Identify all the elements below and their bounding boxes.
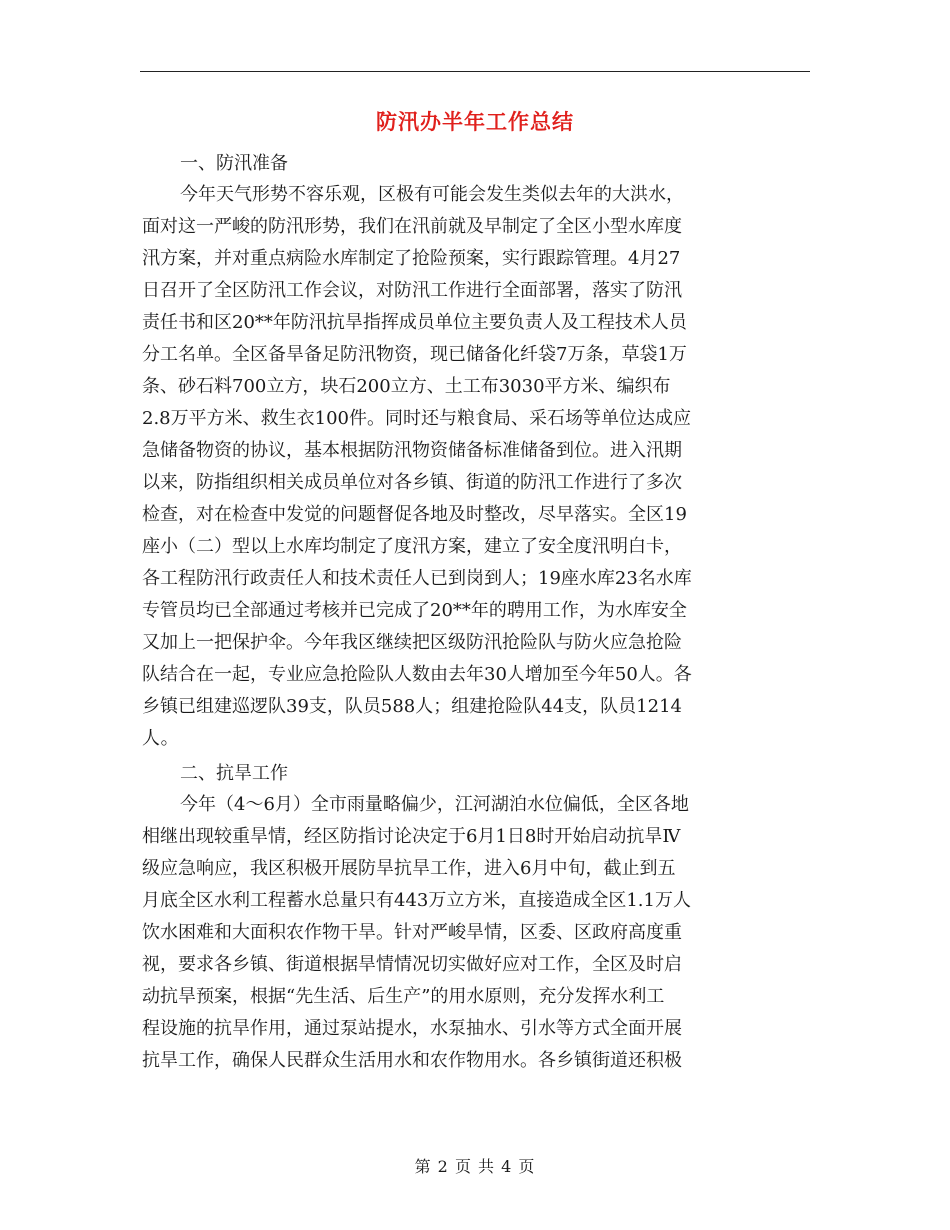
paragraph-line: 以来，防指组织相关成员单位对各乡镇、街道的防汛工作进行了多次	[142, 472, 682, 493]
paragraph-line: 座小（二）型以上水库均制定了度汛方案，建立了安全度汛明白卡，	[142, 536, 682, 557]
paragraph-line: 专管员均已全部通过考核并已完成了20**年的聘用工作，为水库安全	[142, 600, 687, 621]
paragraph-line: 月底全区水利工程蓄水总量只有443万立方米，直接造成全区1.1万人	[142, 890, 691, 911]
paragraph-line: 乡镇已组建巡逻队39支，队员588人；组建抢险队44支，队员1214	[142, 696, 682, 717]
paragraph-line: 责任书和区20**年防汛抗旱指挥成员单位主要负责人及工程技术人员	[142, 312, 687, 333]
section-heading: 一、防汛准备	[180, 153, 288, 174]
paragraph-line: 今年（4～6月）全市雨量略偏少，江河湖泊水位偏低，全区各地	[180, 794, 689, 815]
paragraph-line: 相继出现较重旱情，经区防指讨论决定于6月1日8时开始启动抗旱Ⅳ	[142, 826, 681, 847]
paragraph-line: 面对这一严峻的防汛形势，我们在汛前就及早制定了全区小型水库度	[142, 216, 682, 237]
paragraph-line: 条、砂石料700立方，块石200立方、土工布3030平方米、编织布	[142, 376, 671, 397]
paragraph-line: 今年天气形势不容乐观，区极有可能会发生类似去年的大洪水，	[180, 184, 684, 205]
paragraph-line: 2.8万平方米、救生衣100件。同时还与粮食局、采石场等单位达成应	[142, 408, 691, 429]
paragraph-line: 分工名单。全区备旱备足防汛物资，现已储备化纤袋7万条，草袋1万	[142, 344, 687, 365]
paragraph-line: 日召开了全区防汛工作会议，对防汛工作进行全面部署，落实了防汛	[142, 280, 682, 301]
paragraph-line: 动抗旱预案，根据“先生活、后生产”的用水原则，充分发挥水利工	[142, 986, 665, 1007]
paragraph-line: 人。	[142, 728, 180, 749]
paragraph-line: 各工程防汛行政责任人和技术责任人已到岗到人；19座水库23名水库	[142, 568, 692, 589]
paragraph-line: 抗旱工作，确保人民群众生活用水和农作物用水。各乡镇街道还积极	[142, 1050, 682, 1071]
section-1	[142, 148, 810, 755]
paragraph-line: 级应急响应，我区积极开展防旱抗旱工作，进入6月中旬，截止到五	[142, 858, 676, 879]
section-2	[142, 758, 810, 1077]
paragraph-line: 汛方案，并对重点病险水库制定了抢险预案，实行跟踪管理。4月27	[142, 248, 681, 269]
section-paragraph	[142, 179, 810, 755]
paragraph-line: 视，要求各乡镇、街道根据旱情情况切实做好应对工作，全区及时启	[142, 954, 682, 975]
document-title: 防汛办半年工作总结	[376, 109, 574, 134]
header-rule	[140, 71, 810, 72]
paragraph-line: 又加上一把保护伞。今年我区继续把区级防汛抢险队与防火应急抢险	[142, 632, 682, 653]
paragraph-line: 急储备物资的协议，基本根据防汛物资储备标准储备到位。进入汛期	[142, 440, 682, 461]
section-paragraph	[142, 789, 810, 1077]
section-heading: 二、抗旱工作	[180, 763, 288, 784]
paragraph-line: 程设施的抗旱作用，通过泵站提水，水泵抽水、引水等方式全面开展	[142, 1018, 682, 1039]
paragraph-line: 队结合在一起，专业应急抢险队人数由去年30人增加至今年50人。各	[142, 664, 692, 685]
paragraph-line: 检查，对在检查中发觉的问题督促各地及时整改，尽早落实。全区19	[142, 504, 687, 525]
page-number: 第 2 页 共 4 页	[414, 1157, 536, 1176]
paragraph-line: 饮水困难和大面积农作物干旱。针对严峻旱情，区委、区政府高度重	[142, 922, 682, 943]
document-body	[142, 148, 810, 1077]
